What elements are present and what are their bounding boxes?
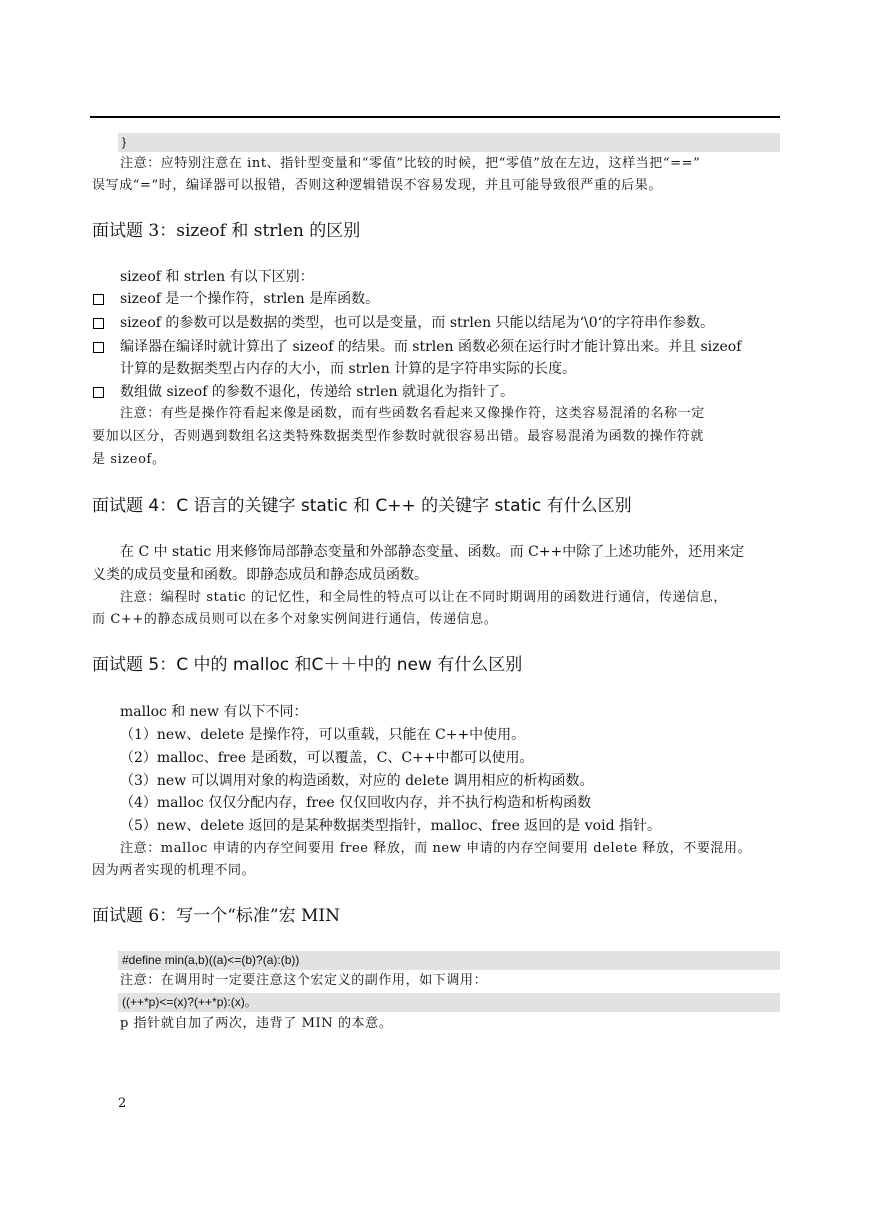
code-line-brace: } [118, 133, 780, 152]
code-line-call: ((++*p)<=(x)?(++*p):(x)。 [118, 993, 780, 1012]
heading-q5: 面试题 5：C 中的 malloc 和C＋＋中的 new 有什么区别 [92, 655, 523, 675]
page-number: 2 [118, 1096, 127, 1111]
q3-bullet: sizeof 的参数可以是数据的类型，也可以是变量，而 strlen 只能以结尾为‘\0‘的字符串作参数。 [120, 315, 715, 331]
q3-bullet: sizeof 是一个操作符，strlen 是库函数。 [120, 291, 380, 307]
q5-intro: malloc 和 new 有以下不同： [120, 704, 308, 720]
heading-q4: 面试题 4：C 语言的关键字 static 和 C++ 的关键字 static 有什么区别 [92, 496, 632, 516]
note-line: 注意：编程时 static 的记忆性，和全局性的特点可以让在不同时期调用的函数进行通信，传递信息， [120, 590, 727, 605]
heading-q3: 面试题 3：sizeof 和 strlen 的区别 [92, 221, 361, 241]
code-line-define: #define min(a,b)((a)<=(b)?(a):(b)) [118, 951, 780, 970]
note-line: 注意：有些是操作符看起来像是函数，而有些函数名看起来又像操作符，这类容易混淆的名称一定 [120, 406, 705, 421]
note-line: 因为两者实现的机理不同。 [92, 863, 256, 878]
note-line: 误写成“=”时，编译器可以报错，否则这种逻辑错误不容易发现，并且可能导致很严重的后果。 [92, 178, 662, 193]
note-line: 注意：应特别注意在 int、指针型变量和“零值”比较的时候，把“零值”放在左边，这样当把“==” [120, 156, 701, 171]
q5-list-item: （3）new 可以调用对象的构造函数，对应的 delete 调用相应的析构函数。 [120, 773, 594, 789]
q5-list-item: （2）malloc、free 是函数，可以覆盖，C、C++中都可以使用。 [120, 750, 534, 766]
q5-list-item: （1）new、delete 是操作符，可以重载，只能在 C++中使用。 [120, 727, 526, 743]
note-line: p 指针就自加了两次，违背了 MIN 的本意。 [120, 1016, 393, 1031]
checkbox-bullet-icon [93, 342, 104, 353]
checkbox-bullet-icon [93, 294, 104, 305]
note-line: 要加以区分，否则遇到数组名这类特殊数据类型作参数时就很容易出错。最容易混淆为函数的操作符就 [92, 429, 705, 444]
q3-bullet: 编译器在编译时就计算出了 sizeof 的结果。而 strlen 函数必须在运行时才能计算出来。并且 sizeof [120, 339, 742, 355]
note-line: 是 sizeof。 [92, 452, 166, 467]
q3-bullet: 数组做 sizeof 的参数不退化，传递给 strlen 就退化为指针了。 [120, 384, 515, 400]
q4-para: 在 C 中 static 用来修饰局部静态变量和外部静态变量、函数。而 C++中除了上述功能外，还用来定 [120, 544, 745, 560]
q4-para: 义类的成员变量和函数。即静态成员和静态成员函数。 [92, 567, 428, 583]
header-rule [90, 116, 780, 118]
heading-q6: 面试题 6：写一个“标准”宏 MIN [92, 906, 341, 926]
checkbox-bullet-icon [93, 387, 104, 398]
q5-list-item: （4）malloc 仅仅分配内存，free 仅仅回收内存，并不执行构造和析构函数 [120, 795, 592, 811]
q3-bullet-continuation: 计算的是数据类型占内存的大小，而 strlen 计算的是字符串实际的长度。 [120, 361, 577, 377]
q5-list-item: （5）new、delete 返回的是某种数据类型指针，malloc、free 返回的是 void 指针。 [120, 818, 661, 834]
q3-intro: sizeof 和 strlen 有以下区别： [120, 269, 314, 285]
note-line: 注意：在调用时一定要注意这个宏定义的副作用，如下调用： [120, 973, 488, 988]
note-line: 注意：malloc 申请的内存空间要用 free 释放，而 new 申请的内存空间要用 delete 释放，不要混用。 [120, 841, 752, 856]
checkbox-bullet-icon [93, 318, 104, 329]
note-line: 而 C++的静态成员则可以在多个对象实例间进行通信，传递信息。 [92, 612, 498, 627]
